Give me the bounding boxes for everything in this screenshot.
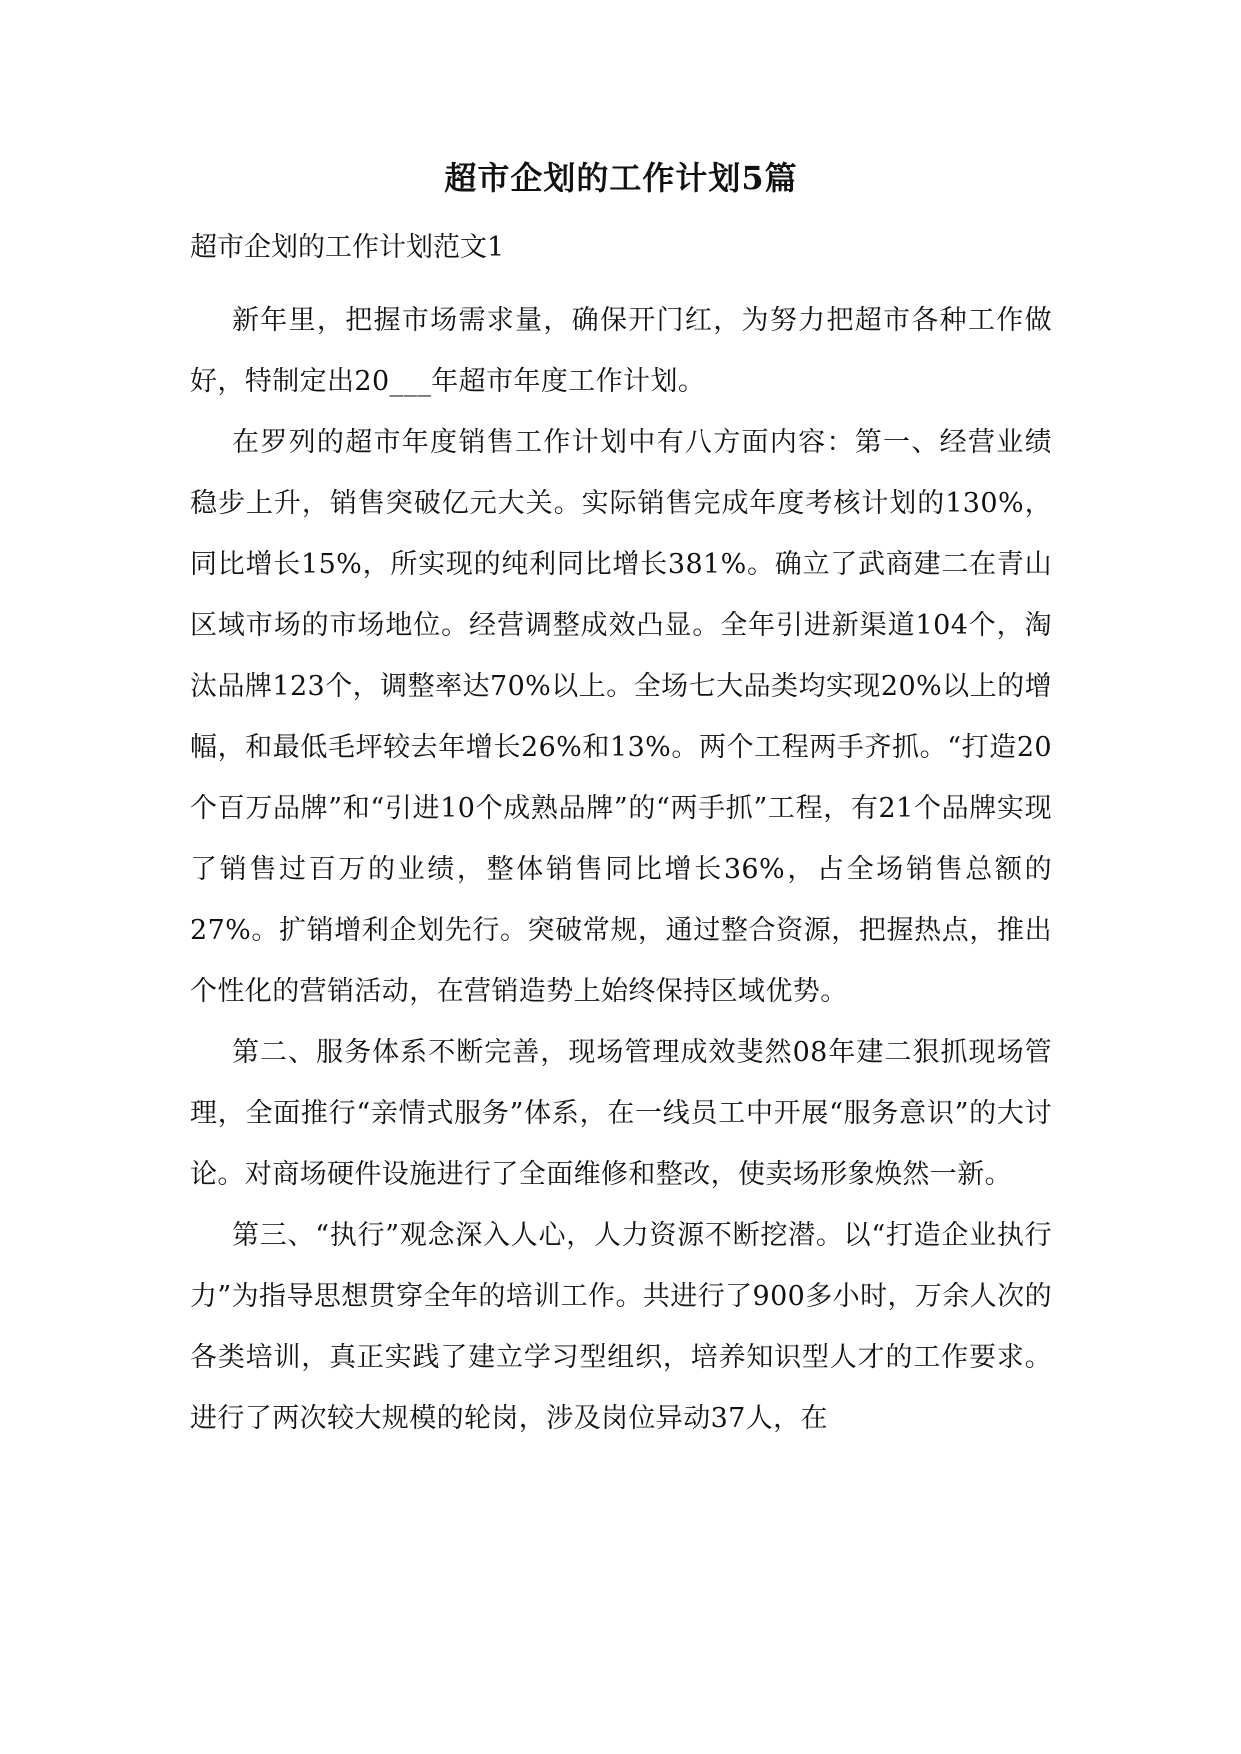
document-body [190, 290, 1052, 1449]
document-title: 超市企划的工作计划5篇 [444, 159, 798, 197]
paragraph: 在罗列的超市年度销售工作计划中有八方面内容：第一、经营业绩稳步上升，销售突破亿元大关。实际销售完成年度考核计划的130%，同比增长15%，所实现的纯利同比增长381%。确立了武商建二在青山区域市场的市场地位。经营调整成效凸显。全年引进新渠道104个，淘汰品牌123个，调整率达70%以上。全场七大品类均实现20%以上的增幅，和最低毛坪较去年增长26%和13%。两个工程两手齐抓。“打造20个百万品牌”和“引进10个成熟品牌”的“两手抓”工程，有21个品牌实现了销售过百万的业绩，整体销售同比增长36%，占全场销售总额的27%。扩销增利企划先行。突破常规，通过整合资源，把握热点，推出个性化的营销活动，在营销造势上始终保持区域优势。 [190, 427, 1052, 1007]
paragraph: 第二、服务体系不断完善，现场管理成效斐然08年建二狠抓现场管理，全面推行“亲情式服务”体系，在一线员工中开展“服务意识”的大讨论。对商场硬件设施进行了全面维修和整改，使卖场形象焕然一新。 [190, 1037, 1052, 1190]
document-subtitle: 超市企划的工作计划范文1 [190, 232, 505, 263]
paragraph: 新年里，把握市场需求量，确保开门红，为努力把超市各种工作做好，特制定出20___年超市年度工作计划。 [190, 305, 1052, 397]
paragraph: 第三、“执行”观念深入人心，人力资源不断挖潜。以“打造企业执行力”为指导思想贯穿全年的培训工作。共进行了900多小时，万余人次的各类培训，真正实践了建立学习型组织，培养知识型人才的工作要求。进行了两次较大规模的轮岗，涉及岗位异动37人，在 [190, 1220, 1052, 1434]
document-page [190, 0, 1052, 1754]
